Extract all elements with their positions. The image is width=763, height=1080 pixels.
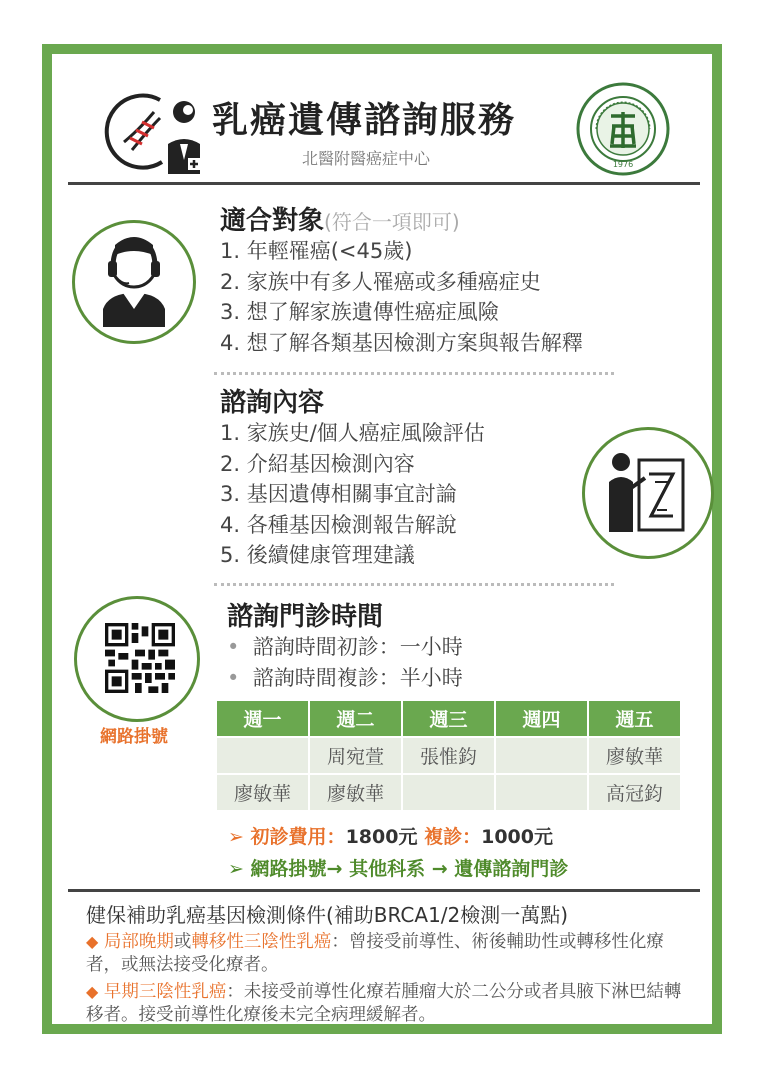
diamond-icon: ◆ (86, 982, 99, 1001)
eligibility-list (220, 236, 583, 358)
list-item: 2. 介紹基因檢測內容 (220, 451, 415, 476)
woman-headset-icon (75, 223, 193, 341)
condition-text: ：未接受前導性化療若腫瘤大於二公分或者具腋下淋巴結轉移者。接受前導性化療後未完全病理緩解者。 (86, 982, 682, 1025)
table-row (217, 775, 680, 810)
qr-circle[interactable] (74, 596, 200, 722)
qr-code-icon[interactable] (105, 623, 175, 693)
highlight-text: 局部晚期 (103, 932, 174, 952)
table-cell (217, 738, 308, 773)
qr-label: 網路掛號 (100, 727, 168, 747)
connector-text: 或 (173, 932, 192, 952)
table-cell: 周宛萱 (310, 738, 401, 773)
eligibility-heading-text: 適合對象 (220, 206, 325, 236)
list-item: • 諮詢時間複診：半小時 (227, 665, 463, 690)
nhi-item-1 (86, 930, 696, 977)
bullet-text: 諮詢時間初診：一小時 (252, 635, 463, 659)
table-cell (496, 775, 587, 810)
poster-frame (42, 44, 722, 1034)
condition-text: ：曾接受前導性、術後輔助性或轉移性化療者，或無法接受化療者。 (86, 932, 664, 975)
table-cell: 廖敏華 (589, 738, 680, 773)
table-cell (403, 775, 494, 810)
column-header: 週三 (403, 701, 494, 736)
column-header: 週一 (217, 701, 308, 736)
table-cell: 廖敏華 (310, 775, 401, 810)
highlight-text: 轉移性三陰性乳癌 (191, 932, 332, 952)
table-cell: 廖敏華 (217, 775, 308, 810)
eligibility-note: (符合一項即可) (324, 210, 460, 234)
repeat-fee-label: 複診： (424, 826, 482, 848)
section-divider (214, 372, 614, 375)
content-list (220, 418, 485, 571)
header-divider (68, 182, 700, 185)
list-item: 4. 各種基因檢測報告解說 (220, 512, 457, 537)
footer-divider (68, 889, 700, 892)
list-item: 1. 年輕罹癌(<45歲) (220, 239, 413, 263)
patient-illustration (72, 220, 196, 344)
eligibility-heading (220, 200, 460, 237)
dna-doctor-icon (102, 88, 212, 176)
table-header-row (217, 701, 680, 736)
arrow-icon: ➢ (228, 858, 244, 880)
list-item: 1. 家族史/個人癌症風險評估 (220, 421, 485, 445)
content-heading: 諮詢內容 (220, 388, 325, 418)
repeat-fee-value: 1000元 (481, 826, 553, 848)
table-cell: 高冠鈞 (589, 775, 680, 810)
page-subtitle: 北醫附醫癌症中心 (302, 149, 431, 168)
diamond-icon: ◆ (86, 932, 99, 951)
first-fee-value: 1800元 (345, 826, 418, 848)
column-header: 週二 (310, 701, 401, 736)
list-item: 5. 後續健康管理建議 (220, 543, 415, 567)
fee-line (228, 822, 553, 849)
hospital-seal-icon (576, 82, 670, 176)
table-cell: 張惟鈞 (403, 738, 494, 773)
list-item: • 諮詢時間初診：一小時 (227, 635, 463, 659)
table-cell (496, 738, 587, 773)
column-header: 週四 (496, 701, 587, 736)
page-title: 乳癌遺傳諮詢服務 (212, 100, 517, 141)
list-item: 3. 想了解家族遺傳性癌症風險 (220, 300, 499, 324)
nhi-heading: 健保補助乳癌基因檢測條件(補助BRCA1/2檢測一萬點) (86, 903, 569, 927)
section-divider (214, 583, 614, 586)
first-fee-label: 初診費用： (250, 826, 346, 848)
presenter-hourglass-icon (585, 430, 711, 556)
column-header: 週五 (589, 701, 680, 736)
consultation-illustration (582, 427, 714, 559)
highlight-text: 早期三陰性乳癌 (103, 982, 227, 1002)
list-item: 2. 家族中有多人罹癌或多種癌症史 (220, 269, 541, 294)
svg-text:1976: 1976 (612, 160, 634, 169)
table-row (217, 738, 680, 773)
schedule-table (215, 699, 682, 812)
clinic-bullets (227, 632, 463, 693)
bullet-text: 諮詢時間複診：半小時 (252, 665, 463, 690)
clinic-heading: 諮詢門診時間 (227, 602, 384, 632)
list-item: 3. 基因遺傳相關事宜討論 (220, 482, 457, 506)
arrow-icon: ➢ (228, 826, 244, 848)
booking-line (228, 854, 568, 881)
list-item: 4. 想了解各類基因檢測方案與報告解釋 (220, 330, 583, 355)
booking-path: 網路掛號→ 其他科系 → 遺傳諮詢門診 (250, 858, 569, 880)
nhi-item-2 (86, 980, 696, 1027)
